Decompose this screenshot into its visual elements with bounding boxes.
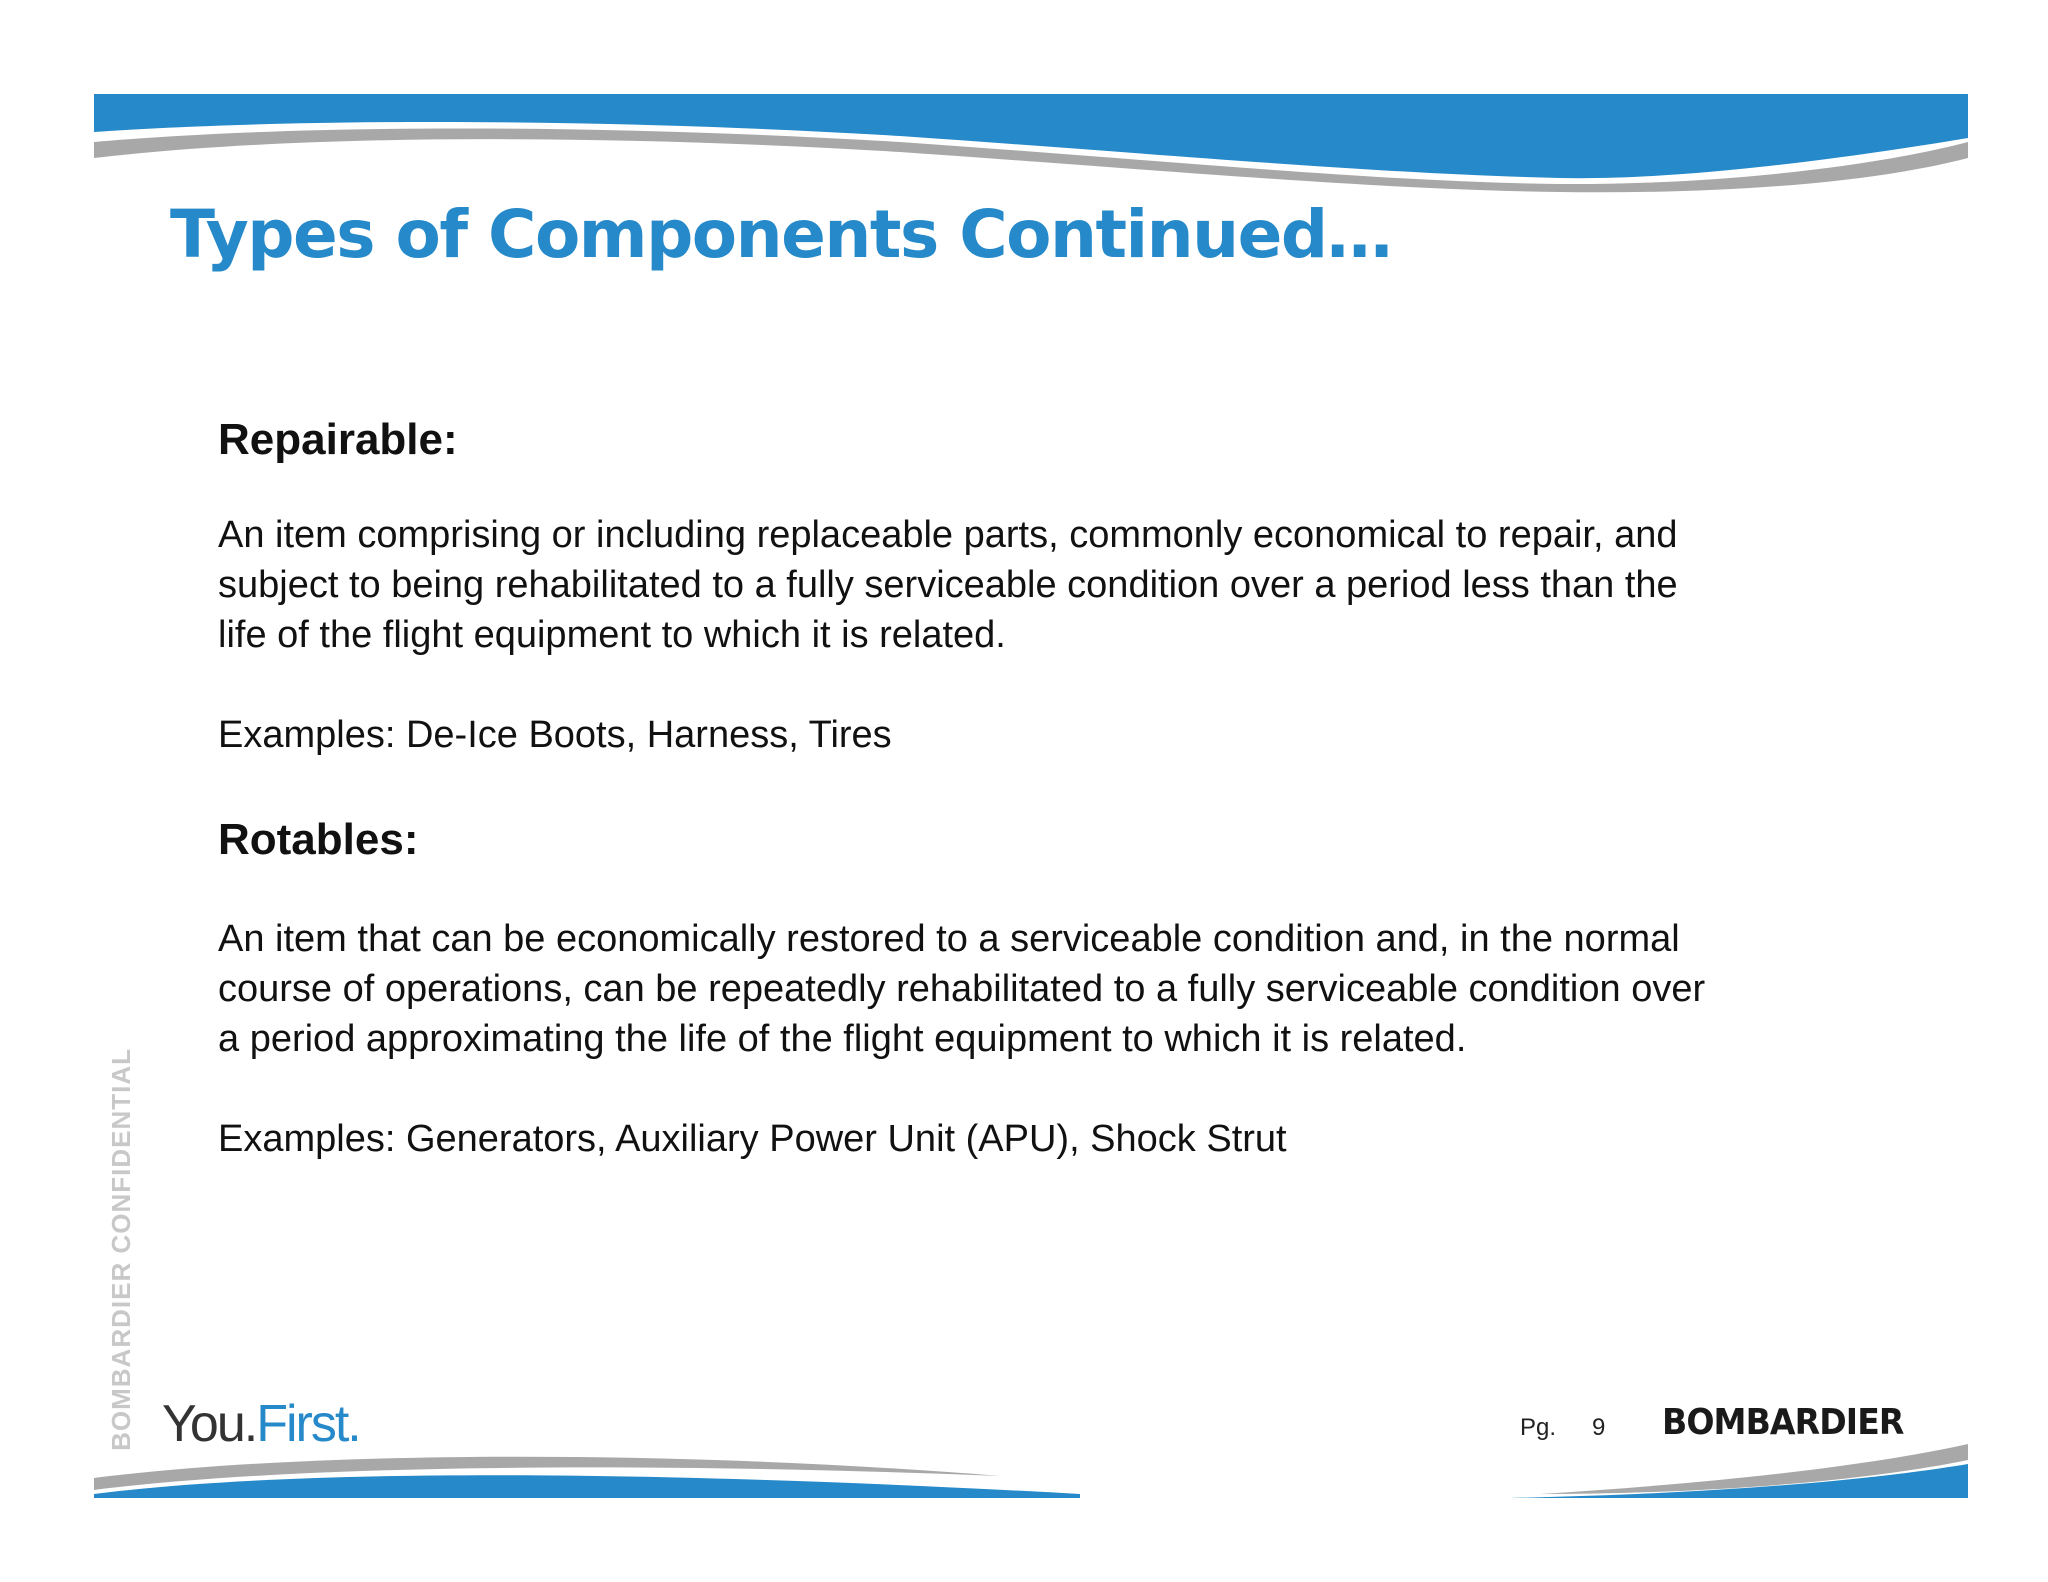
description-line: course of operations, can be repeatedly rehabilitated to a fully serviceable condition over: [218, 968, 1706, 1010]
section-description-rotables: [218, 914, 1898, 1064]
section-heading-repairable: Repairable:: [218, 415, 458, 464]
page-title: Types of Components Continued…: [170, 196, 1392, 273]
description-line: An item that can be economically restored to a serviceable condition and, in the normal: [218, 918, 1680, 960]
description-line: subject to being rehabilitated to a fully serviceable condition over a period less than the: [218, 564, 1678, 606]
tagline-you: You.: [162, 1395, 257, 1453]
page-label: Pg.: [1520, 1414, 1557, 1441]
page-number: 9: [1592, 1414, 1606, 1441]
description-line: a period approximating the life of the flight equipment to which it is related.: [218, 1018, 1467, 1060]
tagline-logo: [162, 1394, 360, 1454]
description-line: life of the flight equipment to which it is related.: [218, 614, 1006, 656]
brand-logo: BOMBARDIER: [1662, 1402, 1904, 1443]
page-indicator: [1520, 1414, 1605, 1442]
tagline-first: First.: [256, 1395, 360, 1453]
section-examples-repairable: Examples: De-Ice Boots, Harness, Tires: [218, 714, 892, 756]
description-line: An item comprising or including replaceable parts, commonly economical to repair, and: [218, 514, 1678, 556]
section-examples-rotables: Examples: Generators, Auxiliary Power Unit (APU), Shock Strut: [218, 1118, 1287, 1160]
section-description-repairable: [218, 510, 1898, 660]
confidential-watermark: BOMBARDIER CONFIDENTIAL: [106, 1048, 136, 1451]
content-body: [218, 412, 1898, 1164]
bottom-left-blue-band: [94, 1475, 1080, 1498]
section-heading-rotables: Rotables:: [218, 815, 419, 864]
